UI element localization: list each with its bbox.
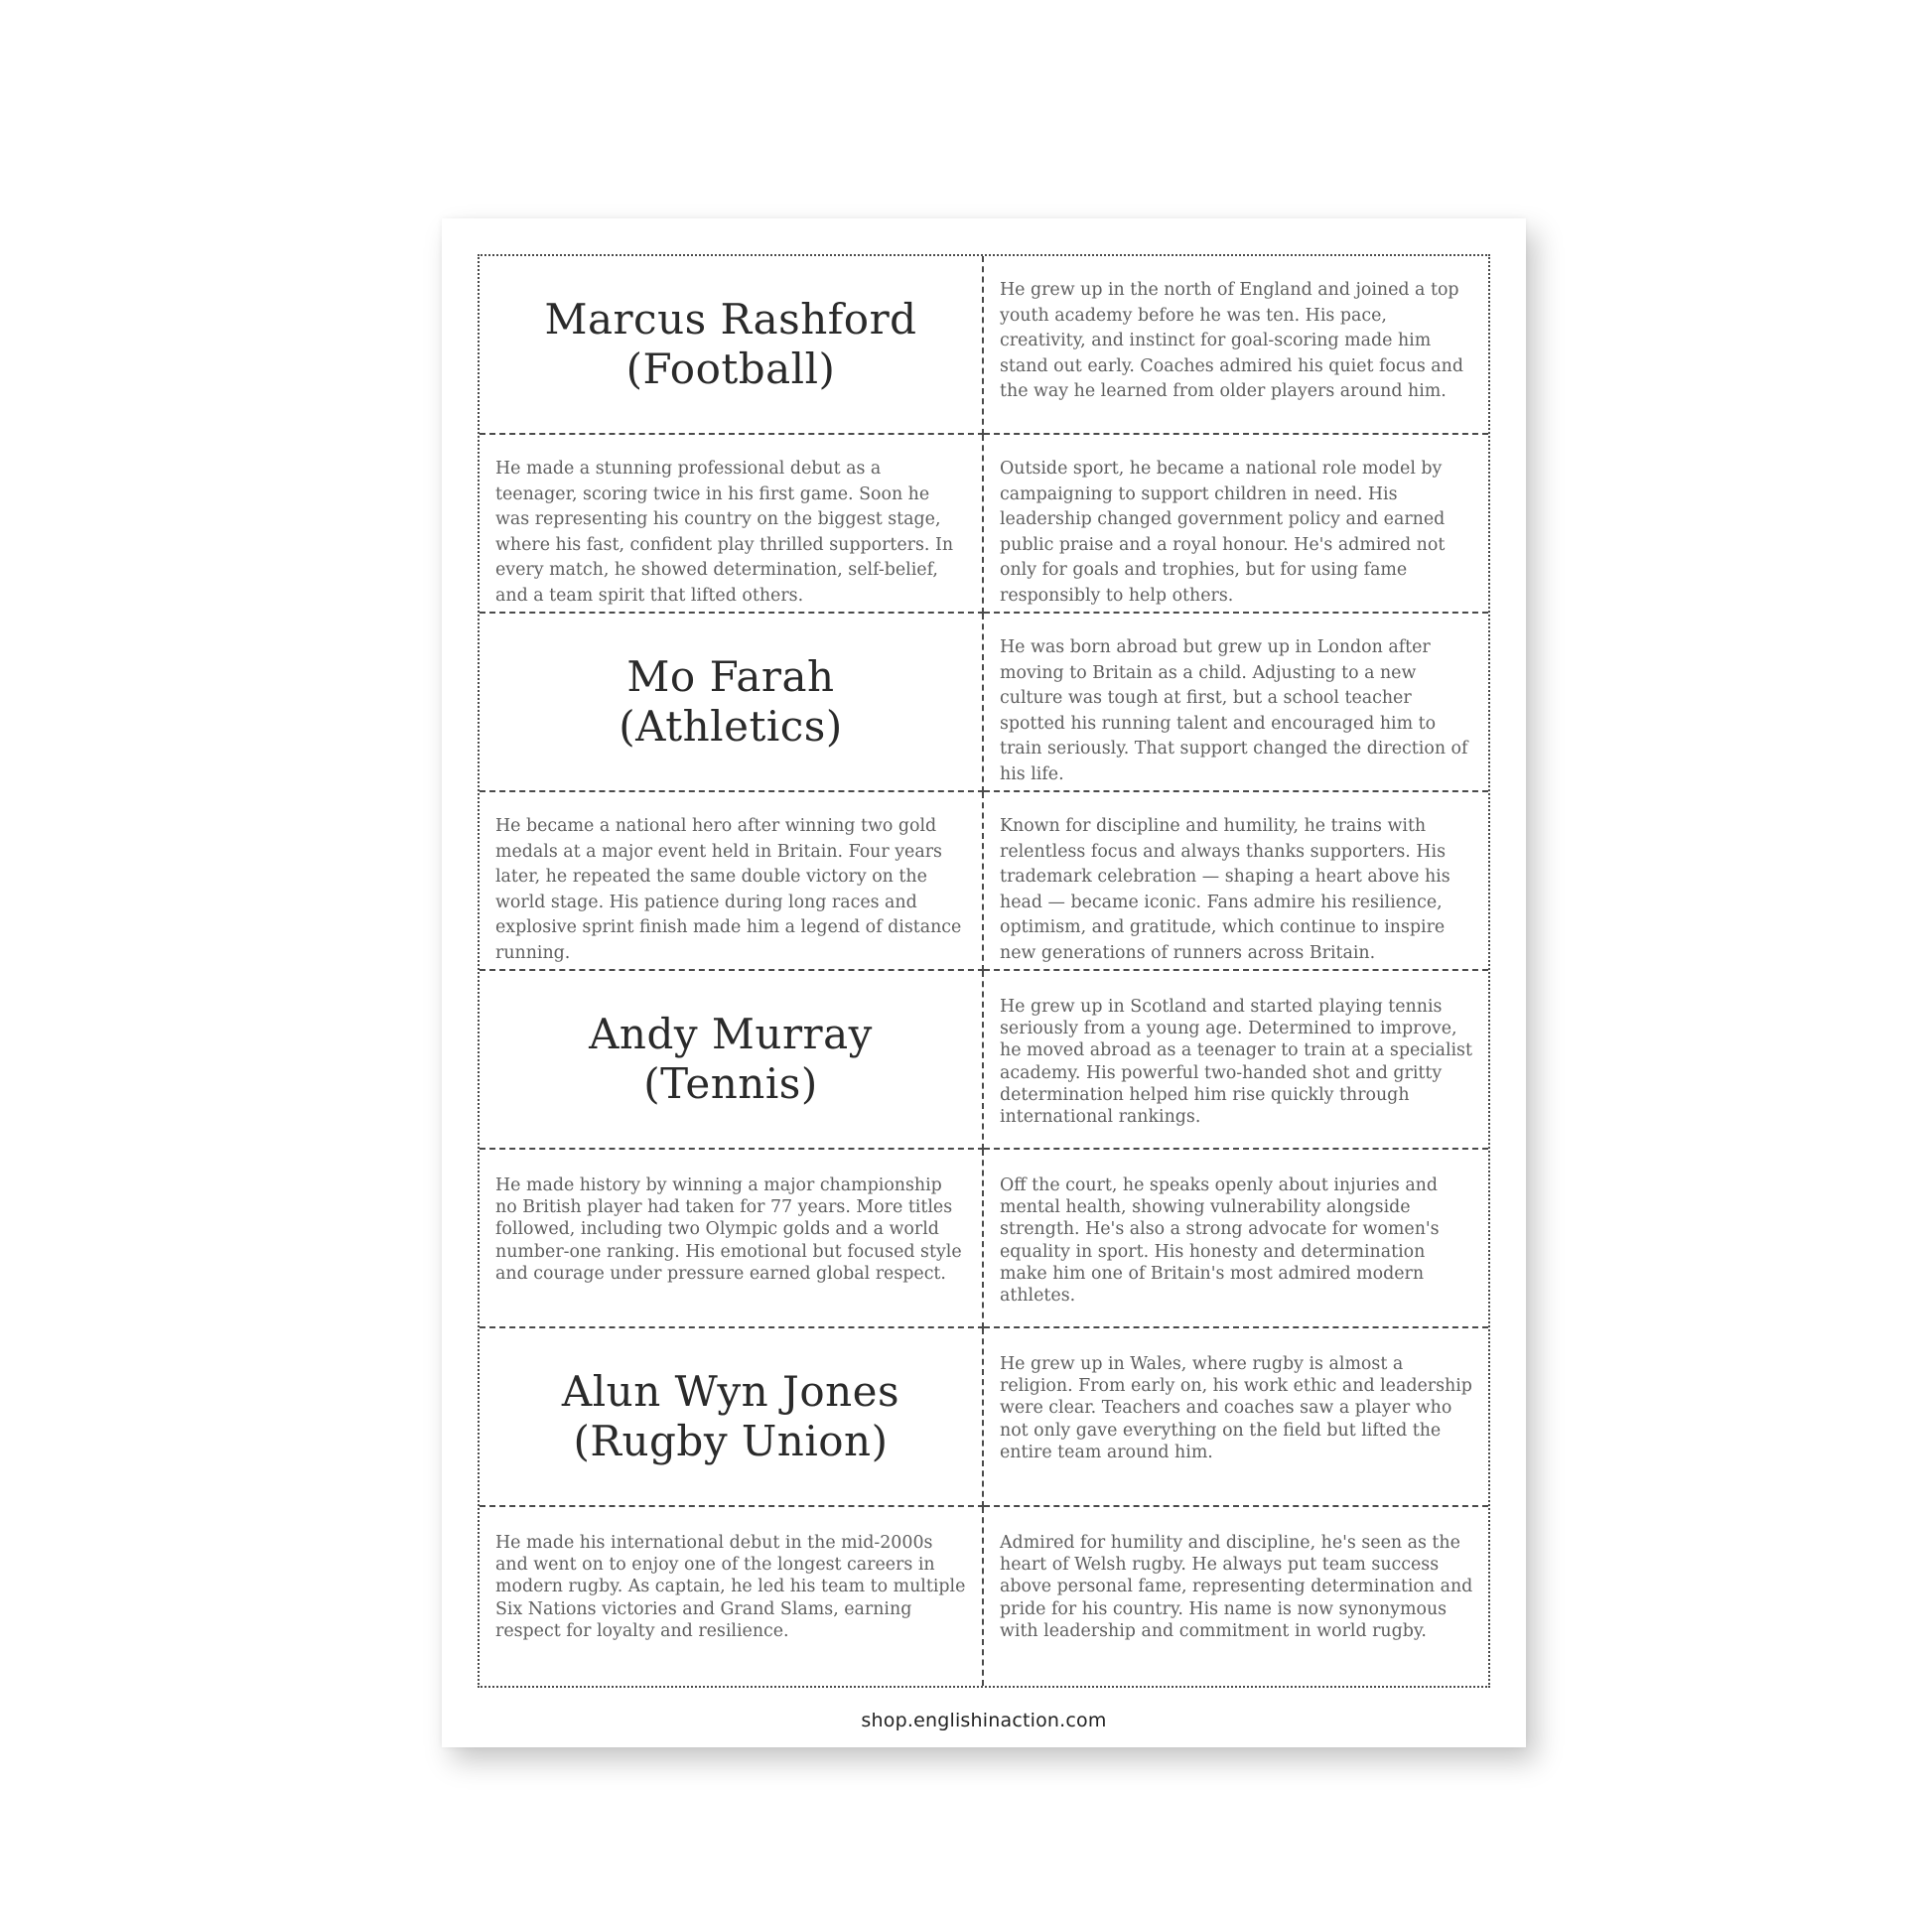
info-card-farah-2: He became a national hero after winning two gold medals at a major event held in Britain. Four years later, he repeated the same double victory on the world stage. His patience during long races and explosive sprint finish made him a legend of distance running.: [480, 792, 984, 971]
title-card-farah: [480, 614, 984, 792]
info-card-murray-2: He made history by winning a major championship no British player had taken for 77 years. More titles followed, including two Olympic golds and a world number-one ranking. His emotional but focused style and courage under pressure earned global respect.: [480, 1150, 984, 1328]
athlete-name: Andy Murray: [589, 1010, 873, 1058]
shop-url-footer: shop.englishinaction.com: [861, 1710, 1107, 1731]
worksheet-page: [442, 218, 1526, 1747]
info-card-rashford-2: He made a stunning professional debut as a teenager, scoring twice in his first game. Soon he was representing his country on the biggest stage, where his fast, confident play thrilled supporters. In every match, he showed determination, self-belief, and a team spirit that lifted others.: [480, 435, 984, 614]
athlete-sport: (Rugby Union): [573, 1417, 889, 1465]
card-grid: [478, 254, 1490, 1688]
athlete-name: Marcus Rashford: [544, 295, 917, 344]
athlete-sport: (Tennis): [643, 1059, 818, 1108]
athlete-sport: (Athletics): [619, 702, 843, 751]
athlete-sport: (Football): [625, 345, 836, 393]
title-card-rashford: [480, 256, 984, 435]
info-card-farah-3: Known for discipline and humility, he trains with relentless focus and always thanks supporters. His trademark celebration — shaping a heart above his head — became iconic. Fans admire his resilience, optimism, and gratitude, which continue to inspire new generations of runners across Britain.: [984, 792, 1488, 971]
info-card-murray-1: He grew up in Scotland and started playing tennis seriously from a young age. Determined to improve, he moved abroad as a teenager to train at a specialist academy. His powerful two-handed shot and gritty determination helped him rise quickly through international rankings.: [984, 971, 1488, 1150]
title-card-murray: [480, 971, 984, 1150]
info-card-jones-3: Admired for humility and discipline, he's seen as the heart of Welsh rugby. He always put team success above personal fame, representing determination and pride for his country. His name is now synonymous with leadership and commitment in world rugby.: [1000, 1533, 1473, 1641]
info-card-jones-1: He grew up in Wales, where rugby is almost a religion. From early on, his work ethic and leadership were clear. Teachers and coaches saw a player who not only gave everything on the field but lifted the entire team around him.: [984, 1328, 1488, 1507]
info-card-jones-2: He made his international debut in the mid-2000s and went on to enjoy one of the longest careers in modern rugby. As captain, he led his team to multiple Six Nations victories and Grand Slams, earning respect for loyalty and resilience.: [480, 1507, 984, 1686]
info-card-farah-1: He was born abroad but grew up in London after moving to Britain as a child. Adjusting to a new culture was tough at first, but a school teacher spotted his running talent and encouraged him to train seriously. That support changed the direction of his life.: [984, 614, 1488, 792]
athlete-name: Mo Farah: [626, 652, 835, 701]
info-card-murray-3: Off the court, he speaks openly about injuries and mental health, showing vulnerability alongside strength. He's also a strong advocate for women's equality in sport. His honesty and determination make him one of Britain's most admired modern athletes.: [984, 1150, 1488, 1328]
athlete-name: Alun Wyn Jones: [561, 1367, 900, 1416]
info-card-rashford-3: Outside sport, he became a national role model by campaigning to support children in need. His leadership changed government policy and earned public praise and a royal honour. He's admired not only for goals and trophies, but for using fame responsibly to help others.: [984, 435, 1488, 614]
title-card-jones: [480, 1328, 984, 1507]
info-card-rashford-1: He grew up in the north of England and joined a top youth academy before he was ten. His pace, creativity, and instinct for goal-scoring made him stand out early. Coaches admired his quiet focus and the way he learned from older players around him.: [984, 256, 1488, 435]
